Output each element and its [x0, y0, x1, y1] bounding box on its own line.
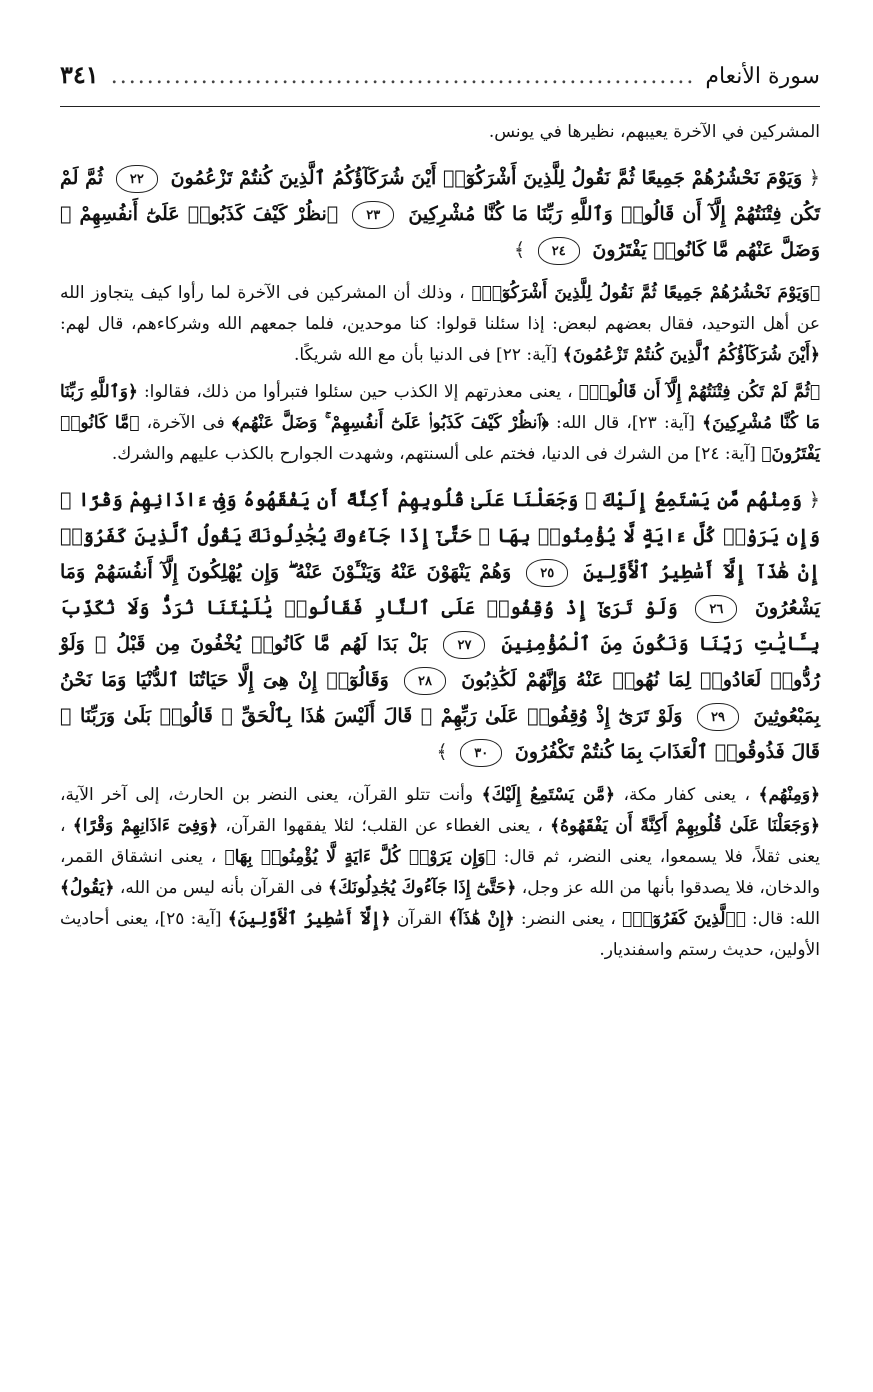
- verse-29: وَقَالُوٓا۟ إِنْ هِىَ إِلَّا حَيَاتُنَا ٱلدُّنْيَا وَمَا نَحْنُ بِمَبْعُوثِينَ: [60, 669, 820, 727]
- verse-23: ثُمَّ لَمْ تَكُن فِتْنَتُهُمْ إِلَّآ أَن قَالُوا۟ وَٱللَّهِ رَبِّنَا مَا كُنَّا مُشْرِكِينَ: [60, 167, 820, 225]
- book-page: [60, 60, 820, 972]
- ayah-number-marker: ٢٤: [538, 237, 580, 265]
- commentary-paragraph-3: [60, 780, 820, 966]
- close-ornate-bracket: ﴾: [436, 741, 448, 763]
- quoted-verse: ﴿حَتَّىٰٓ إِذَا جَآءُوكَ يُجَٰدِلُونَكَ﴾: [328, 878, 517, 898]
- verse-27: وَلَوْ تَرَىٰٓ إِذْ وُقِفُوا۟ عَلَى ٱلنَّارِ فَقَالُوا۟ يَٰلَيْتَنَا نُرَدُّ وَلَا نُكَذِّبَ بِـَٔايَٰتِ رَبِّنَا وَنَكُونَ مِنَ ٱلْمُؤْمِنِينَ: [60, 597, 820, 655]
- commentary-text: [آية: ٢٥]، يعنى أحاديث الأولين، حديث رستم واسفنديار.: [60, 909, 820, 960]
- verse-22: وَيَوْمَ نَحْشُرُهُمْ جَمِيعًا ثُمَّ نَقُولُ لِلَّذِينَ أَشْرَكُوٓا۟ أَيْنَ شُرَكَآؤُكُمُ ٱلَّذِينَ كُنتُمْ تَزْعُمُونَ: [170, 167, 803, 189]
- quoted-verse: ﴿إِلَّآ أَسَٰطِيرُ ٱلْأَوَّلِينَ﴾: [227, 909, 391, 929]
- open-ornate-bracket: ﴿: [808, 489, 820, 511]
- verse-block-22-24: [60, 160, 820, 268]
- ayah-number-marker: ٢٨: [404, 667, 446, 695]
- commentary-text: ، يعنى انشقاق القمر، والدخان، فلا يصدقوا بأنها من الله عز وجل،: [60, 847, 821, 898]
- verse-26: وَهُمْ يَنْهَوْنَ عَنْهُ وَيَنْـَٔوْنَ عَنْهُ ۖ وَإِن يُهْلِكُونَ إِلَّآ أَنفُسَهُمْ وَمَا يَشْعُرُونَ: [60, 561, 820, 619]
- verse-25: وَمِنْهُم مَّن يَسْتَمِعُ إِلَيْكَ ۖ وَجَعَلْنَا عَلَىٰ قُلُوبِهِمْ أَكِنَّةً أَن يَفْقَهُوهُ وَفِىٓ ءَاذَانِهِمْ وَقْرًا ۚ وَإِن يَرَوْا۟ كُلَّ ءَايَةٍ لَّا يُؤْمِنُوا۟ بِهَا ۚ حَتَّىٰٓ إِذَا جَآءُوكَ يُجَٰدِلُونَكَ يَقُولُ ٱلَّذِينَ كَفَرُوٓا۟ إِنْ هَٰذَآ إِلَّآ أَسَٰطِيرُ ٱلْأَوَّلِينَ: [60, 489, 820, 583]
- commentary-text: وأنت تتلو القرآن، يعنى النضر بن الحارث، إلى آخر الآية،: [60, 785, 474, 805]
- commentary-paragraph-1: [60, 278, 820, 371]
- ayah-number-marker: ٢٣: [352, 201, 394, 229]
- verse-28: بَلْ بَدَا لَهُم مَّا كَانُوا۟ يُخْفُونَ مِن قَبْلُ ۖ وَلَوْ رُدُّوا۟ لَعَادُوا۟ لِمَا نُهُوا۟ عَنْهُ وَإِنَّهُمْ لَكَٰذِبُونَ: [60, 633, 820, 691]
- quoted-verse: ﴿ٱلَّذِينَ كَفَرُوٓا۟﴾: [622, 909, 746, 929]
- commentary-paragraph-2: [60, 377, 820, 470]
- commentary-text: الله: قال:: [752, 909, 820, 929]
- quoted-verse: ﴿وَٱللَّهِ رَبِّنَا مَا كُنَّا مُشْرِكِينَ﴾: [60, 382, 821, 433]
- quoted-verse: ﴿إِنْ هَٰذَآ﴾: [448, 909, 515, 929]
- ayah-number-marker: ٢٥: [526, 559, 568, 587]
- quoted-verse: ﴿مَّا كَانُوا۟ يَفْتَرُونَ﴾: [60, 413, 820, 464]
- quoted-verse: ﴿وَيَوْمَ نَحْشُرُهُمْ جَمِيعًا ثُمَّ نَقُولُ لِلَّذِينَ أَشْرَكُوٓا۟﴾: [471, 283, 821, 303]
- verse-30: وَلَوْ تَرَىٰٓ إِذْ وُقِفُوا۟ عَلَىٰ رَبِّهِمْ ۚ قَالَ أَلَيْسَ هَٰذَا بِٱلْحَقِّ ۚ قَالُوا۟ بَلَىٰ وَرَبِّنَا ۚ قَالَ فَذُوقُوا۟ ٱلْعَذَابَ بِمَا كُنتُمْ تَكْفُرُونَ: [60, 705, 820, 763]
- commentary-text: فى الآخرة،: [146, 413, 225, 433]
- surah-title: سورة الأنعام: [705, 64, 820, 89]
- quoted-verse: ﴿وَإِن يَرَوْا۟ كُلَّ ءَايَةٍ لَّا يُؤْمِنُوا۟ بِهَا﴾: [224, 847, 496, 867]
- commentary-text: [آية: ٢٣]، قال الله:: [556, 413, 695, 433]
- commentary-text: ، يعنى النضر:: [520, 909, 616, 929]
- commentary-text: ، يعنى معذرتهم إلا الكذب حين سئلوا فتبرأوا من ذلك، فقالوا:: [143, 382, 573, 402]
- verse-24: ٱنظُرْ كَيْفَ كَذَبُوا۟ عَلَىٰٓ أَنفُسِهِمْ ۚ وَضَلَّ عَنْهُم مَّا كَانُوا۟ يَفْتَرُونَ: [60, 203, 820, 261]
- verse-block-25-30: [60, 482, 820, 770]
- commentary-text: القرآن: [396, 909, 442, 929]
- page-header: [60, 60, 820, 107]
- open-ornate-bracket: ﴿: [808, 167, 820, 189]
- ayah-number-marker: ٢٧: [443, 631, 485, 659]
- quoted-verse: ﴿ٱنظُرْ كَيْفَ كَذَبُوا۟ عَلَىٰٓ أَنفُسِهِمْ ۚ وَضَلَّ عَنْهُم﴾: [232, 413, 549, 433]
- commentary-text: ، يعنى ثقلاً، فلا يسمعوا، يعنى النضر، ثم قال:: [60, 816, 821, 867]
- header-dot-leader: [109, 64, 696, 89]
- commentary-text: فى القرآن بأنه ليس من الله،: [119, 878, 323, 898]
- ayah-number-marker: ٢٦: [695, 595, 737, 623]
- ayah-number-marker: ٢٢: [116, 165, 158, 193]
- commentary-text: ، يعنى كفار مكة،: [623, 785, 750, 805]
- commentary-text: ، وذلك أن المشركين فى الآخرة لما رأوا كيف يتجاوز الله عن أهل التوحيد، فقال بعضهم لبعض: إذا سئلنا قولوا: كنا موحدين، فلما جمعهم الله وشركاءهم، قال لهم:: [60, 283, 820, 334]
- ayah-number-marker: ٢٩: [697, 703, 739, 731]
- intro-paragraph: المشركين في الآخرة يعيبهم، نظيرها في يونس.: [488, 122, 820, 142]
- quoted-verse: ﴿وَمِنْهُم﴾: [758, 785, 821, 805]
- ayah-number-marker: ٣٠: [460, 739, 502, 767]
- commentary-text: [آية: ٢٢] فى الدنيا بأن مع الله شريكًا.: [293, 345, 558, 365]
- commentary-text: ، يعنى الغطاء عن القلب؛ لئلا يفقهوا القرآن،: [225, 816, 543, 836]
- quoted-verse: ﴿مَّن يَسْتَمِعُ إِلَيْكَ﴾: [481, 785, 615, 805]
- quoted-verse: ﴿أَيْنَ شُرَكَآؤُكُمُ ٱلَّذِينَ كُنتُمْ تَزْعُمُونَ﴾: [562, 345, 820, 365]
- quoted-verse: ﴿وَجَعَلْنَا عَلَىٰ قُلُوبِهِمْ أَكِنَّةً أَن يَفْقَهُوهُ﴾: [550, 816, 820, 836]
- quoted-verse: ﴿وَفِىٓ ءَاذَانِهِمْ وَقْرًا﴾: [72, 816, 219, 836]
- commentary-text: [آية: ٢٤] من الشرك فى الدنيا، فختم على ألسنتهم، وشهدت الجوارح بالكذب عليهم والشرك.: [111, 444, 756, 464]
- quoted-verse: ﴿يَقُولُ﴾: [60, 878, 115, 898]
- close-ornate-bracket: ﴾: [514, 239, 526, 261]
- quoted-verse: ﴿ثُمَّ لَمْ تَكُن فِتْنَتُهُمْ إِلَّآ أَن قَالُوا۟﴾: [578, 382, 821, 402]
- page-number: ٣٤١: [60, 60, 99, 89]
